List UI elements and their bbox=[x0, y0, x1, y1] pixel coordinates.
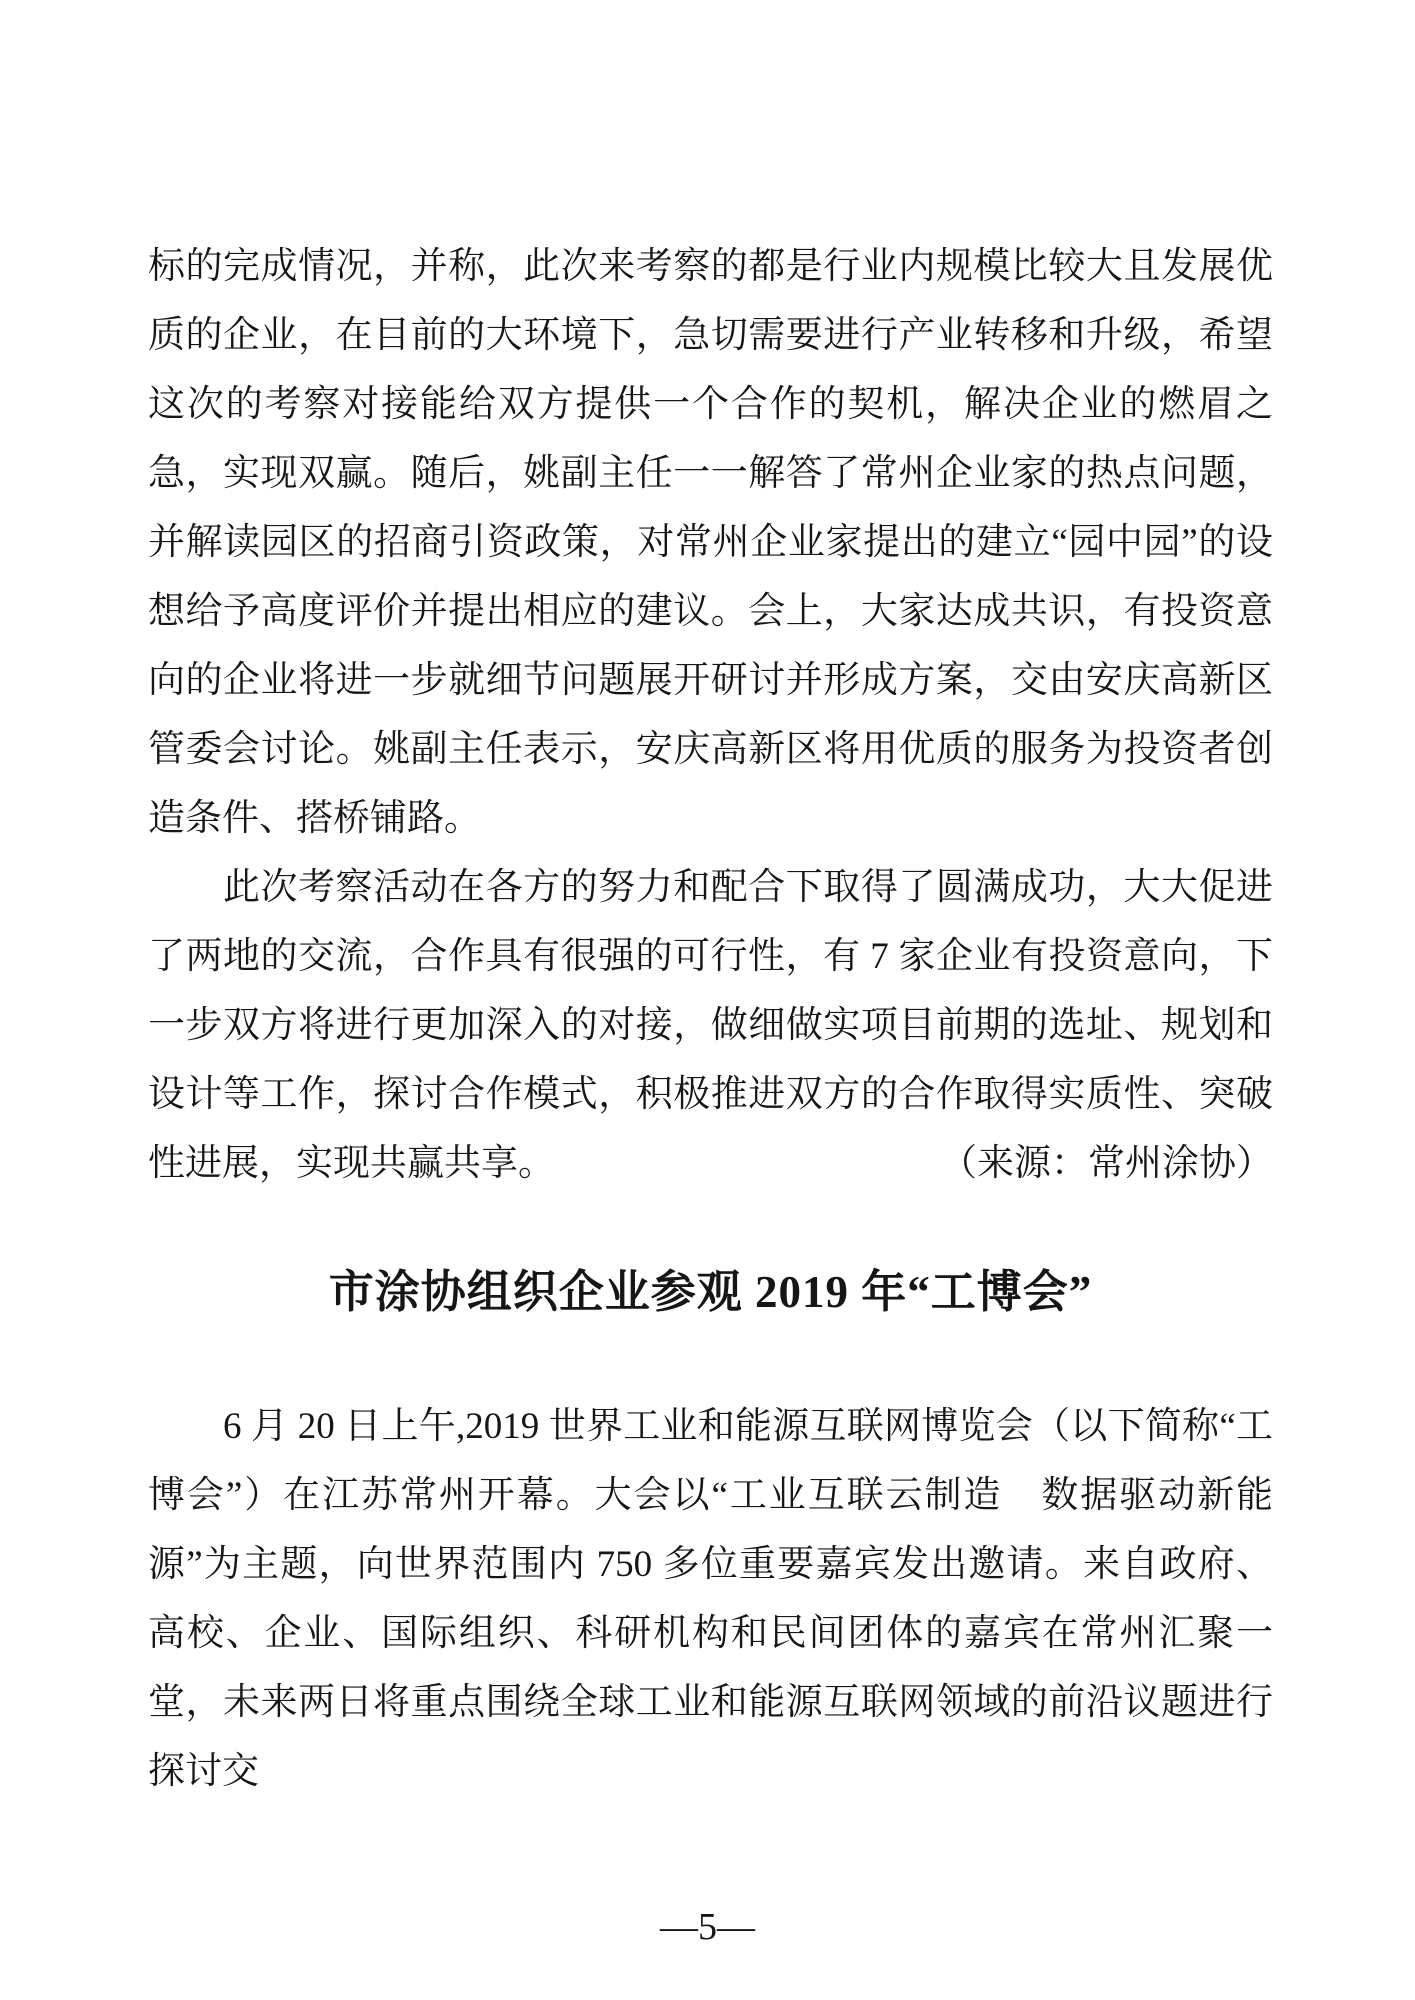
page-content bbox=[148, 232, 1273, 1806]
page-number: —5— bbox=[660, 1906, 755, 1948]
article-body-paragraph: 6 月 20 日上午,2019 世界工业和能源互联网博览会（以下简称“工博会”）在江苏常州开幕。大会以“工业互联云制造 数据驱动新能源”为主题，向世界范围内 750 多位重要嘉宾发出邀请。来自政府、高校、企业、国际组织、科研机构和民间团体的嘉宾在常州汇聚一堂，未来两日将重点围绕全球工业和能源互联网领域的前沿议题进行探讨交 bbox=[148, 1406, 1273, 1792]
continued-article-closing-paragraph bbox=[148, 853, 1273, 1198]
closing-paragraph-text: 此次考察活动在各方的努力和配合下取得了圆满成功，大大促进了两地的交流，合作具有很强的可行性，有 7 家企业有投资意向，下一步双方将进行更加深入的对接，做细做实项目前期的选址、规划和设计等工作，探讨合作模式，积极推进双方的合作取得实质性、突破性进展，实现共赢共享。 bbox=[148, 867, 1273, 1184]
article-heading: 市涂协组织企业参观 2019 年“工博会” bbox=[328, 1267, 1093, 1317]
source-attribution: （来源：常州涂协） bbox=[940, 1143, 1273, 1184]
continued-article-paragraph: 标的完成情况，并称，此次来考察的都是行业内规模比较大且发展优质的企业，在目前的大环境下，急切需要进行产业转移和升级，希望这次的考察对接能给双方提供一个合作的契机，解决企业的燃眉之急，实现双赢。随后，姚副主任一一解答了常州企业家的热点问题，并解读园区的招商引资政策，对常州企业家提出的建立“园中园”的设想给予高度评价并提出相应的建议。会上，大家达成共识，有投资意向的企业将进一步就细节问题展开研讨并形成方案，交由安庆高新区管委会讨论。姚副主任表示，安庆高新区将用优质的服务为投资者创造条件、搭桥铺路。 bbox=[148, 246, 1273, 839]
